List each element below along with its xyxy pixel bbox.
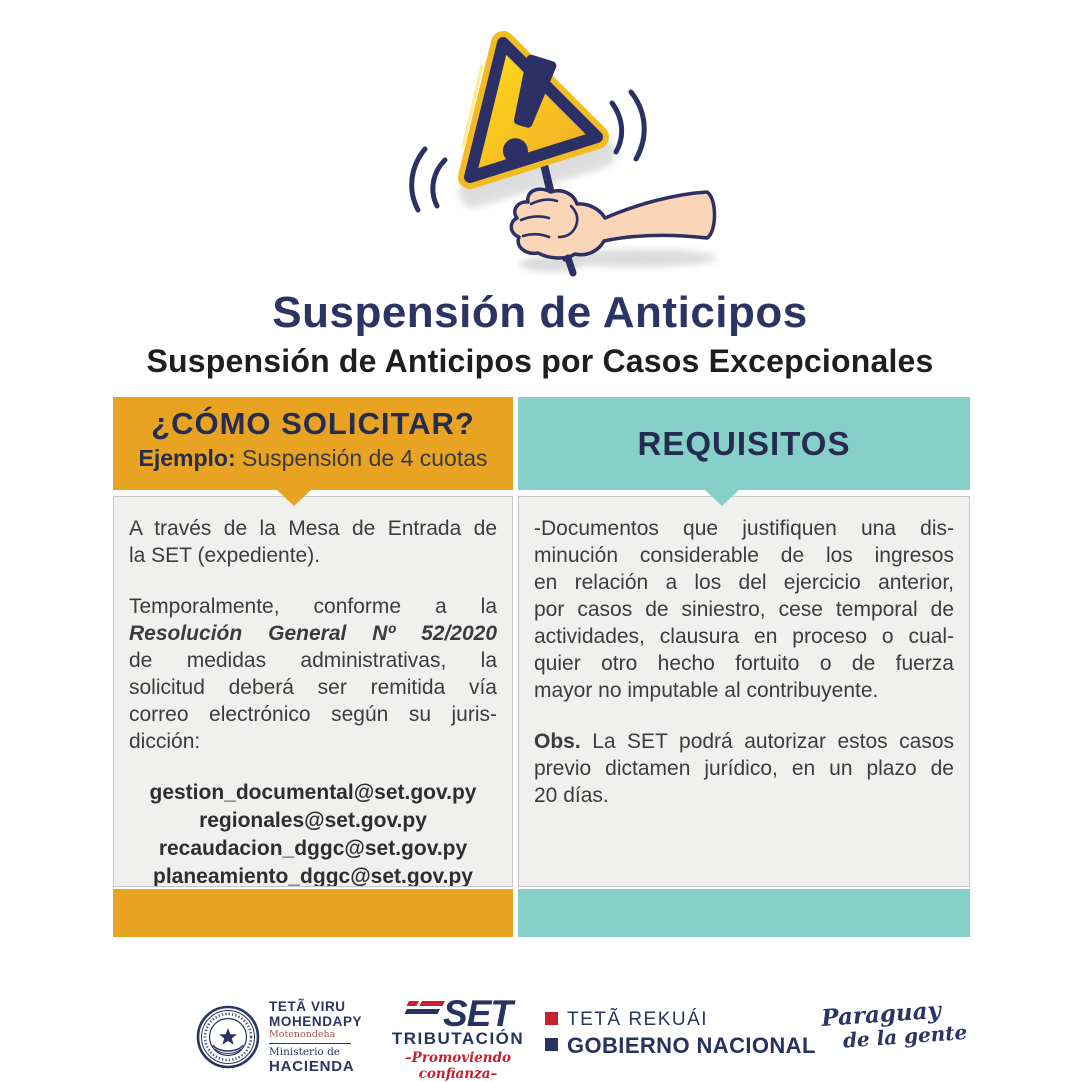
warning-sign-illustration bbox=[375, 8, 720, 280]
hacienda-line3: Motenondeha bbox=[269, 1029, 336, 1041]
set-logo bbox=[378, 993, 538, 1082]
hacienda-seal-icon bbox=[196, 1005, 260, 1069]
hacienda-logo bbox=[196, 1000, 362, 1075]
text-line: -Documentos que justifiquen una dis- bbox=[534, 517, 954, 540]
paraguay-script-line2: de la gente bbox=[842, 1020, 968, 1053]
hacienda-divider bbox=[269, 1043, 351, 1044]
requirements-column bbox=[518, 397, 970, 937]
paragraph bbox=[534, 515, 954, 704]
page-subtitle: Suspensión de Anticipos por Casos Excepcionales bbox=[146, 343, 934, 379]
teal-pointer-triangle bbox=[705, 490, 739, 506]
email-list bbox=[129, 779, 497, 887]
text-line: dicción: bbox=[129, 730, 201, 753]
hacienda-line1: TETÃ VIRU bbox=[269, 999, 346, 1014]
hacienda-line4: Ministerio de bbox=[269, 1046, 341, 1059]
text-line: por casos de siniestro, cese temporal de bbox=[534, 598, 954, 621]
text-line: A través de la Mesa de Entrada de bbox=[129, 517, 497, 540]
set-logo-tagline: –Promoviendo confianza– bbox=[404, 1050, 512, 1082]
navy-square-icon bbox=[545, 1038, 558, 1051]
paragraph bbox=[129, 593, 497, 755]
teal-footer-bar bbox=[518, 889, 970, 937]
email-address: planeamiento_dggc@set.gov.py bbox=[153, 865, 473, 887]
text-line: correo electrónico según su juris- bbox=[129, 703, 497, 726]
email-address: regionales@set.gov.py bbox=[199, 809, 427, 832]
text-line: minución considerable de los ingresos bbox=[534, 544, 954, 567]
text-line: la SET (expediente). bbox=[129, 544, 321, 567]
requirements-paragraphs bbox=[534, 515, 954, 809]
text-line: Obs. La SET podrá autorizar estos casos bbox=[534, 730, 954, 753]
paragraph bbox=[129, 515, 497, 569]
set-logo-name: SET bbox=[443, 993, 512, 1034]
hacienda-line2: MOHENDAPY bbox=[269, 1013, 363, 1029]
red-square-icon bbox=[545, 1012, 558, 1025]
example-label: Ejemplo: bbox=[138, 444, 236, 471]
example-line bbox=[113, 445, 513, 472]
requirements-body bbox=[518, 496, 970, 887]
orange-footer-bar bbox=[113, 889, 513, 937]
how-to-request-column bbox=[113, 397, 513, 937]
footer-logos bbox=[0, 995, 1080, 1080]
paragraph bbox=[534, 728, 954, 809]
paraguay-de-la-gente-logo bbox=[821, 996, 968, 1053]
paraguay-script-line1: Paraguay bbox=[820, 996, 942, 1033]
text-line: Resolución General Nº 52/2020 bbox=[129, 622, 497, 645]
set-logo-subtitle: TRIBUTACIÓN bbox=[391, 1029, 525, 1048]
example-text: Suspensión de 4 cuotas bbox=[235, 444, 488, 471]
text-line: quier otro hecho fortuito o de fuerza bbox=[534, 652, 954, 675]
text-line: mayor no imputable al contribuyente. bbox=[534, 679, 879, 702]
text-line: de medidas administrativas, la bbox=[129, 649, 497, 672]
orange-pointer-triangle bbox=[277, 490, 311, 506]
how-to-request-title: ¿CÓMO SOLICITAR? bbox=[151, 406, 475, 441]
how-to-request-body bbox=[113, 496, 513, 887]
how-to-request-paragraphs bbox=[129, 515, 497, 755]
text-line: 20 días. bbox=[534, 784, 609, 807]
requirements-title: REQUISITOS bbox=[637, 424, 851, 462]
text-line: solicitud deberá ser remitida vía bbox=[129, 676, 497, 699]
gobierno-nacional-logo bbox=[545, 1009, 816, 1059]
page-title: Suspensión de Anticipos bbox=[272, 288, 808, 337]
sign-stick-end bbox=[568, 258, 573, 273]
email-address: gestion_documental@set.gov.py bbox=[149, 781, 477, 804]
gobierno-line1: TETÃ REKUÁI bbox=[567, 1009, 709, 1030]
how-to-request-header bbox=[113, 397, 513, 490]
hand-icon bbox=[511, 189, 714, 258]
text-line: actividades, clausura en proceso o cual- bbox=[534, 625, 954, 648]
set-logo-stripes-icon bbox=[404, 997, 446, 1023]
gobierno-line2: GOBIERNO NACIONAL bbox=[567, 1033, 816, 1058]
content-columns bbox=[113, 397, 970, 937]
text-line: Temporalmente, conforme a la bbox=[129, 595, 497, 618]
text-line: en relación a los del ejercicio anterior, bbox=[534, 571, 954, 594]
email-address: recaudacion_dggc@set.gov.py bbox=[158, 837, 468, 860]
text-line: previo dictamen jurídico, en un plazo de bbox=[534, 757, 954, 780]
requirements-header bbox=[518, 397, 970, 490]
hacienda-line5: HACIENDA bbox=[269, 1057, 355, 1075]
